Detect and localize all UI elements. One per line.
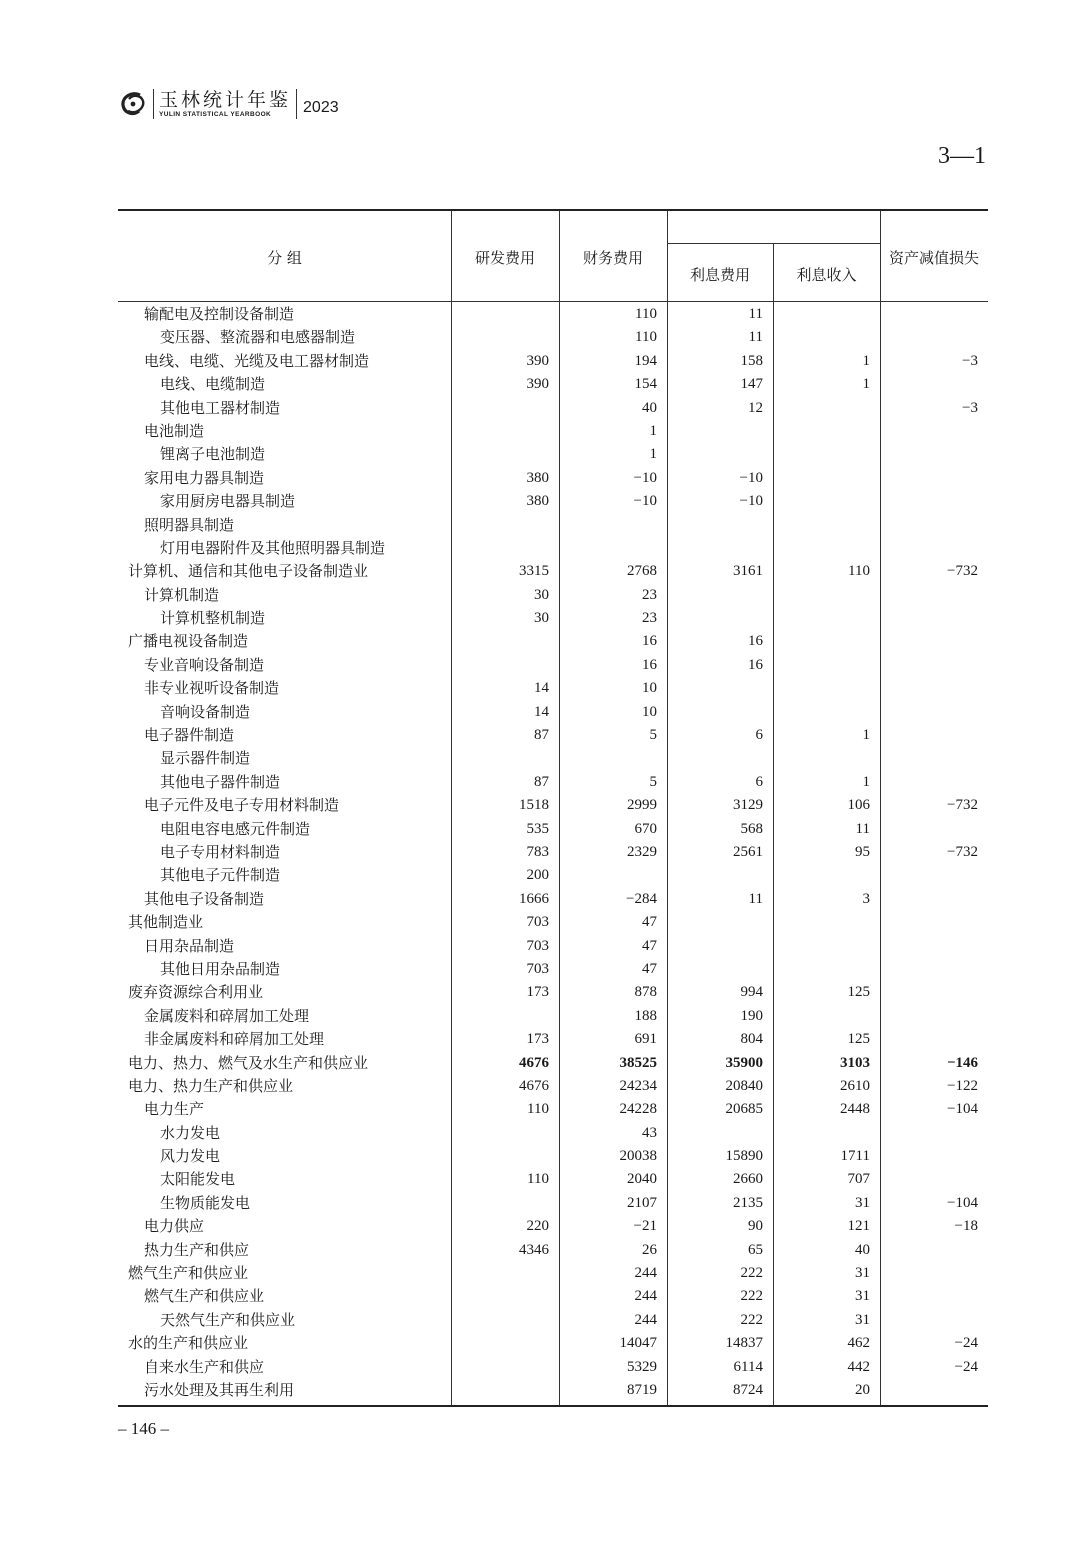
- row-label: 输配电及控制设备制造: [144, 305, 295, 323]
- row-value: 20038: [619, 1148, 657, 1165]
- row-label: 电子专用材料制造: [160, 842, 281, 861]
- row-value: −104: [947, 1101, 978, 1118]
- row-value: 125: [847, 1031, 870, 1048]
- row-value: 31: [855, 1288, 870, 1305]
- table-row: [118, 607, 988, 630]
- row-value: 222: [740, 1311, 763, 1328]
- row-label: 电线、电缆、光缆及电工器材制造: [144, 351, 370, 370]
- row-value: 173: [526, 984, 549, 1001]
- row-value: 16: [642, 656, 657, 673]
- row-value: −3: [962, 352, 978, 369]
- row-label: 电力供应: [144, 1217, 205, 1236]
- row-value: 47: [642, 960, 657, 977]
- table-row: [118, 1285, 988, 1308]
- row-label: 家用厨房电器具制造: [160, 492, 296, 511]
- row-value: 1: [862, 727, 870, 744]
- row-value: 1518: [519, 797, 549, 814]
- row-label: 电阻电容电感元件制造: [160, 819, 311, 838]
- row-label: 灯用电器附件及其他照明器具制造: [160, 538, 386, 557]
- row-label: 废弃资源综合利用业: [128, 983, 264, 1002]
- row-value: 90: [748, 1218, 763, 1235]
- table-row: [118, 654, 988, 677]
- row-label: 变压器、整流器和电感器制造: [160, 328, 356, 347]
- table-row: [118, 1192, 988, 1215]
- row-value: 200: [526, 867, 549, 884]
- row-value: 1: [649, 422, 657, 439]
- row-value: −10: [739, 469, 763, 486]
- row-value: 40: [855, 1241, 870, 1258]
- table-row: [118, 514, 988, 537]
- row-value: 110: [527, 1101, 549, 1118]
- row-value: −21: [633, 1218, 657, 1235]
- table-row: [118, 1262, 988, 1285]
- row-value: 222: [740, 1265, 763, 1282]
- row-label: 计算机整机制造: [160, 609, 266, 628]
- row-value: 462: [847, 1335, 870, 1352]
- row-value: 190: [740, 1007, 763, 1024]
- row-value: 14: [534, 703, 549, 720]
- column-header-finance: 财务费用: [582, 249, 643, 267]
- row-value: 994: [740, 984, 763, 1001]
- table-row: [118, 958, 988, 981]
- row-value: 16: [642, 633, 657, 650]
- row-label: 自来水生产和供应: [144, 1357, 265, 1376]
- row-label: 其他电子设备制造: [144, 889, 265, 908]
- row-value: 380: [526, 469, 549, 486]
- table-row: [118, 794, 988, 817]
- row-value: −732: [947, 563, 978, 580]
- row-value: −10: [739, 493, 763, 510]
- row-value: 670: [634, 820, 657, 837]
- row-value: −10: [633, 469, 657, 486]
- row-value: 121: [847, 1218, 870, 1235]
- row-value: 220: [526, 1218, 549, 1235]
- yearbook-year: 2023: [303, 99, 339, 116]
- row-value: 2329: [627, 843, 657, 860]
- table-row: [118, 747, 988, 770]
- row-value: 11: [855, 820, 870, 837]
- row-value: 24234: [619, 1077, 657, 1094]
- table-row: [118, 1215, 988, 1238]
- table-row: [118, 911, 988, 934]
- column-header-rd: 研发费用: [474, 249, 535, 267]
- row-label: 其他日用杂品制造: [160, 959, 281, 978]
- row-value: 11: [748, 890, 763, 907]
- table-row: [118, 490, 988, 513]
- row-value: 1666: [519, 890, 549, 907]
- table-row: [118, 1028, 988, 1051]
- row-label: 污水处理及其再生利用: [144, 1380, 295, 1399]
- row-label: 电子器件制造: [144, 726, 235, 745]
- yearbook-title: 玉林统计年鉴: [159, 89, 292, 111]
- row-value: 390: [526, 376, 549, 393]
- row-value: 2448: [840, 1101, 870, 1118]
- row-label: 其他制造业: [128, 913, 204, 932]
- row-value: 244: [634, 1288, 657, 1305]
- table-row: [118, 1052, 988, 1075]
- row-value: 40: [642, 399, 657, 416]
- row-value: −146: [946, 1054, 978, 1071]
- row-value: −3: [962, 399, 978, 416]
- row-value: 31: [855, 1194, 870, 1211]
- row-value: 5: [649, 773, 657, 790]
- row-value: 147: [740, 376, 763, 393]
- row-value: 95: [855, 843, 870, 860]
- row-value: 87: [534, 727, 549, 744]
- row-label: 显示器件制造: [160, 749, 251, 768]
- table-row: [118, 303, 988, 326]
- row-label: 电力、热力生产和供应业: [128, 1076, 294, 1095]
- row-value: 5: [649, 727, 657, 744]
- table-row: [118, 818, 988, 841]
- row-label: 金属废料和碎屑加工处理: [144, 1006, 310, 1025]
- row-value: 14047: [619, 1335, 657, 1352]
- table-row: [118, 1379, 988, 1402]
- table-row: [118, 467, 988, 490]
- row-value: −122: [947, 1077, 978, 1094]
- row-value: 16: [748, 656, 763, 673]
- row-value: 15890: [725, 1148, 763, 1165]
- row-label: 电池制造: [144, 421, 205, 440]
- title-block: [159, 89, 291, 119]
- row-value: 1711: [840, 1148, 870, 1165]
- table-row: [118, 1145, 988, 1168]
- row-value: 3315: [519, 563, 549, 580]
- column-header-interest-income: 利息收入: [796, 266, 857, 284]
- row-value: 804: [740, 1031, 763, 1048]
- row-value: −732: [947, 797, 978, 814]
- row-value: 35900: [725, 1054, 763, 1071]
- row-value: 2107: [627, 1194, 657, 1211]
- row-label: 计算机、通信和其他电子设备制造业: [128, 562, 369, 581]
- row-label: 电力生产: [144, 1100, 205, 1119]
- row-label: 燃气生产和供应业: [144, 1287, 265, 1306]
- row-value: 173: [526, 1031, 549, 1048]
- row-value: 703: [526, 960, 549, 977]
- row-value: 2610: [840, 1077, 870, 1094]
- row-value: 535: [526, 820, 549, 837]
- row-label: 电力、热力、燃气及水生产和供应业: [128, 1053, 369, 1072]
- table-row: [118, 841, 988, 864]
- row-value: 222: [740, 1288, 763, 1305]
- table-row: [118, 1239, 988, 1262]
- table-row: [118, 1309, 988, 1332]
- row-label: 天然气生产和供应业: [160, 1310, 296, 1329]
- row-value: 878: [634, 984, 657, 1001]
- row-value: 1: [862, 773, 870, 790]
- row-label: 水力发电: [160, 1123, 221, 1142]
- row-value: −10: [633, 493, 657, 510]
- row-label: 电线、电缆制造: [160, 375, 266, 394]
- row-value: 47: [642, 937, 657, 954]
- row-value: 110: [848, 563, 870, 580]
- row-value: −24: [954, 1335, 978, 1352]
- row-value: 16: [748, 633, 763, 650]
- table-row: [118, 350, 988, 373]
- row-value: 4676: [519, 1054, 549, 1071]
- row-value: 31: [855, 1311, 870, 1328]
- table-row: [118, 1122, 988, 1145]
- row-value: 110: [527, 1171, 549, 1188]
- yearbook-header: [118, 86, 339, 122]
- row-label: 计算机制造: [144, 585, 220, 604]
- table-row: [118, 1332, 988, 1355]
- row-value: 244: [634, 1265, 657, 1282]
- yearbook-logo-icon: [118, 89, 148, 119]
- row-value: 2999: [627, 797, 657, 814]
- row-value: 87: [534, 773, 549, 790]
- row-label: 日用杂品制造: [144, 936, 235, 955]
- row-value: −732: [947, 843, 978, 860]
- row-value: 3129: [733, 797, 763, 814]
- row-value: 8724: [733, 1381, 763, 1398]
- row-value: 8719: [627, 1381, 657, 1398]
- table-row: [118, 1168, 988, 1191]
- row-value: 10: [642, 680, 657, 697]
- row-label: 其他电子元件制造: [160, 866, 281, 885]
- table-row: [118, 397, 988, 420]
- row-label: 水的生产和供应业: [128, 1334, 249, 1353]
- row-value: 23: [642, 610, 657, 627]
- row-value: 2561: [733, 843, 763, 860]
- row-value: 31: [855, 1265, 870, 1282]
- row-value: 154: [634, 376, 657, 393]
- table-row: [118, 981, 988, 1004]
- row-value: 691: [634, 1031, 657, 1048]
- row-label: 燃气生产和供应业: [128, 1264, 249, 1283]
- row-value: 38525: [619, 1054, 657, 1071]
- row-label: 广播电视设备制造: [128, 632, 249, 651]
- row-value: 1: [862, 352, 870, 369]
- row-value: 194: [634, 352, 657, 369]
- table-row: [118, 701, 988, 724]
- table-row: [118, 537, 988, 560]
- row-value: 3161: [733, 563, 763, 580]
- row-value: 11: [748, 306, 763, 322]
- row-value: 380: [526, 493, 549, 510]
- row-label: 照明器具制造: [144, 515, 235, 534]
- row-label: 电子元件及电子专用材料制造: [144, 796, 340, 815]
- row-value: 20685: [725, 1101, 763, 1118]
- column-header-interest-expense: 利息费用: [689, 266, 750, 284]
- table-row: [118, 373, 988, 396]
- row-label: 家用电力器具制造: [144, 468, 265, 487]
- row-label: 非金属废料和碎屑加工处理: [144, 1030, 325, 1049]
- table-row: [118, 560, 988, 583]
- row-value: 12: [748, 399, 763, 416]
- row-value: 5329: [627, 1358, 657, 1375]
- table-bottom-rule: [118, 1405, 988, 1407]
- row-value: 20840: [725, 1077, 763, 1094]
- row-value: 14: [534, 680, 549, 697]
- row-value: 2040: [627, 1171, 657, 1188]
- yearbook-title-en: YULIN STATISTICAL YEARBOOK: [159, 111, 272, 118]
- table-row: [118, 630, 988, 653]
- row-value: 110: [635, 329, 657, 346]
- row-label: 其他电子器件制造: [160, 772, 281, 791]
- table-number: 3—1: [938, 143, 986, 169]
- table-row: [118, 443, 988, 466]
- row-value: −284: [626, 890, 657, 907]
- row-value: 1: [649, 446, 657, 463]
- row-label: 专业音响设备制造: [144, 655, 265, 674]
- row-value: 47: [642, 914, 657, 931]
- table-row: [118, 935, 988, 958]
- column-header-group: 分 组: [267, 249, 302, 267]
- row-value: 390: [526, 352, 549, 369]
- row-label: 锂离子电池制造: [160, 445, 266, 464]
- row-value: 244: [634, 1311, 657, 1328]
- row-value: 2660: [733, 1171, 763, 1188]
- table-row: [118, 1075, 988, 1098]
- row-value: −104: [947, 1194, 978, 1211]
- table-row: [118, 677, 988, 700]
- row-value: 442: [847, 1358, 870, 1375]
- row-value: 10: [642, 703, 657, 720]
- row-label: 生物质能发电: [160, 1193, 251, 1212]
- page-number: – 146 –: [118, 1419, 169, 1438]
- row-value: −18: [954, 1218, 978, 1235]
- row-value: 20: [855, 1381, 870, 1398]
- row-label: 其他电工器材制造: [160, 398, 281, 417]
- row-value: 4676: [519, 1077, 549, 1094]
- table-row: [118, 420, 988, 443]
- table-top-rule: [118, 209, 988, 211]
- row-label: 热力生产和供应: [144, 1240, 250, 1259]
- row-value: 568: [740, 820, 763, 837]
- header-bottom-rule: [118, 301, 988, 302]
- row-value: 6: [755, 727, 763, 744]
- row-value: 707: [847, 1171, 870, 1188]
- column-header-impairment: 资产减值损失: [888, 249, 979, 267]
- row-value: 23: [642, 586, 657, 603]
- row-value: 11: [748, 329, 763, 346]
- row-value: 6114: [733, 1358, 763, 1375]
- table-row: [118, 1098, 988, 1121]
- row-value: 783: [526, 843, 549, 860]
- table-row: [118, 888, 988, 911]
- row-value: 703: [526, 937, 549, 954]
- row-value: 4346: [519, 1241, 549, 1258]
- row-value: 3103: [840, 1054, 870, 1071]
- row-value: 106: [847, 797, 870, 814]
- row-label: 非专业视听设备制造: [144, 679, 280, 698]
- table-row: [118, 326, 988, 349]
- row-value: 110: [635, 306, 657, 322]
- row-value: 703: [526, 914, 549, 931]
- row-label: 太阳能发电: [160, 1170, 236, 1189]
- row-value: 1: [862, 376, 870, 393]
- row-value: 14837: [725, 1335, 763, 1352]
- row-value: 24228: [619, 1101, 657, 1118]
- row-value: 3: [862, 890, 870, 907]
- table-row: [118, 1005, 988, 1028]
- table-row: [118, 771, 988, 794]
- row-value: −24: [954, 1358, 978, 1375]
- row-value: 2768: [627, 563, 657, 580]
- row-label: 风力发电: [160, 1147, 221, 1166]
- row-value: 158: [740, 352, 763, 369]
- row-label: 音响设备制造: [160, 702, 251, 721]
- header-divider: [153, 89, 154, 119]
- table-row: [118, 584, 988, 607]
- row-value: 43: [642, 1124, 657, 1141]
- table-row: [118, 1356, 988, 1379]
- table-body: [118, 303, 988, 1402]
- table-row: [118, 864, 988, 887]
- row-value: 188: [634, 1007, 657, 1024]
- row-value: 30: [534, 610, 549, 627]
- row-value: 125: [847, 984, 870, 1001]
- row-value: 26: [642, 1241, 657, 1258]
- row-value: 6: [755, 773, 763, 790]
- row-value: 2135: [733, 1194, 763, 1211]
- row-value: 30: [534, 586, 549, 603]
- table-row: [118, 724, 988, 747]
- header-divider: [296, 89, 297, 119]
- row-value: 65: [748, 1241, 763, 1258]
